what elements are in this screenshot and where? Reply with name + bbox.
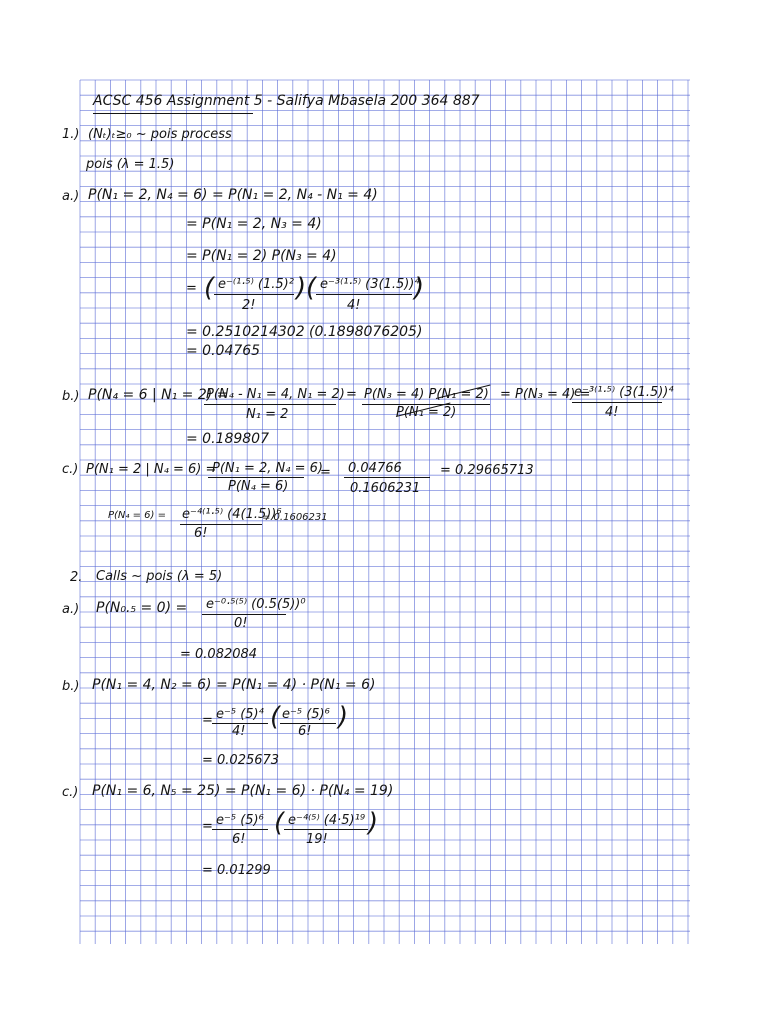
q1c-aux-bar [180,524,262,525]
q1c-equals-2: = [320,465,331,480]
q2b-line1: P(N₁ = 4, N₂ = 6) = P(N₁ = 4) · P(N₁ = 6) [92,677,376,693]
q2c-label: c.) [62,785,79,800]
q1c-aux-numerator: e⁻⁴⁽¹·⁵⁾ (4(1.5))⁶ [182,507,282,522]
q1c-aux-denominator: 6! [194,526,208,541]
q2c-frac1-bar [212,829,268,830]
q1c-frac1-bar [208,477,304,478]
q2b-paren-open: ( [270,702,281,732]
q2b-result: = 0.025673 [202,753,280,768]
q1a-left-paren-open: ( [204,273,215,303]
q2a-label: a.) [62,602,80,617]
q1a-line3: = P(N₁ = 2) P(N₃ = 4) [186,248,337,264]
q2c-paren-open: ( [274,808,285,838]
q1c-frac2-denominator: 0.1606231 [350,481,421,496]
q1a-frac1-bar [214,294,294,295]
q1b-label: b.) [62,389,80,404]
q1b-frac2-denominator: P(N₁ = 2) [396,405,457,420]
q1a-frac2-denominator: 4! [347,298,361,313]
q2c-frac1-denominator: 6! [232,832,246,847]
q1a-frac1-denominator: 2! [242,298,256,313]
q2b-frac2-numerator: e⁻⁵ (5)⁶ [282,707,330,722]
q1b-frac1-numerator: P(N₄ - N₁ = 4, N₁ = 2) [206,387,345,402]
q1a-frac1-numerator: e⁻⁽¹·⁵⁾ (1.5)² [218,277,294,292]
q2b-label: b.) [62,679,80,694]
q2a-numerator: e⁻⁰·⁵⁽⁵⁾ (0.5(5))⁰ [206,597,306,612]
q1a-line2: = P(N₁ = 2, N₃ = 4) [186,216,322,232]
q2b-frac1-denominator: 4! [232,724,246,739]
q1a-frac2-numerator: e⁻³⁽¹·⁵⁾ (3(1.5))⁴ [320,277,420,292]
q1-number: 1.) [62,127,80,142]
q1c-result: = 0.29665713 [440,463,534,478]
q2c-frac2-numerator: e⁻⁴⁽⁵⁾ (4·5)¹⁹ [288,813,366,828]
q1c-label: c.) [62,462,79,477]
q2a-result: = 0.082084 [180,647,258,662]
q1b-frac2-numerator: P(N₃ = 4) P(N₁ = 2) [364,387,489,402]
q1a-label: a.) [62,189,80,204]
q2-heading: Calls ~ pois (λ = 5) [96,569,223,584]
q1c-lhs: P(N₁ = 2 | N₄ = 6) = [86,462,217,477]
q2c-paren-close: ) [368,808,379,838]
q1c-aux-lhs: P(N₄ = 6) = [108,510,166,521]
q2b-frac2-denominator: 6! [298,724,312,739]
q2c-frac1-numerator: e⁻⁵ (5)⁶ [216,813,264,828]
q1a-result: = 0.04765 [186,343,261,359]
q1b-result: = 0.189807 [186,431,269,447]
q2-number: 2. [70,570,83,585]
title-underline [93,113,253,114]
q2c-result: = 0.01299 [202,863,271,878]
q2b-paren-close: ) [338,702,349,732]
q2a-lhs: P(N₀.₅ = 0) = [96,600,188,616]
q1a-line1: P(N₁ = 2, N₄ = 6) = P(N₁ = 2, N₄ - N₁ = 4) [88,187,378,203]
q1-rate: pois (λ = 1.5) [86,157,175,172]
q1b-frac3-denominator: 4! [605,405,619,420]
q1c-frac2-bar [344,477,430,478]
q1b-frac1-bar [204,404,336,405]
q2b-frac1-numerator: e⁻⁵ (5)⁴ [216,707,264,722]
page-title: ACSC 456 Assignment 5 - Salifya Mbasela 200 364 887 [93,93,480,109]
q1c-frac2-numerator: 0.04766 [348,461,402,476]
q1a-right-paren-close: ) [414,273,425,303]
q2a-denominator: 0! [234,616,248,631]
q1b-equals-2: = [346,387,357,402]
q1a-right-paren-open: ( [306,273,317,303]
q1b-lhs: P(N₄ = 6 | N₁ = 2) = [88,387,229,403]
q1b-frac1-denominator: N₁ = 2 [246,407,289,422]
q1a-frac2-bar [316,294,412,295]
q1c-aux-result: = 0.1606231 [262,512,328,523]
q1-process: (Nₜ)ₜ≥₀ ~ pois process [88,127,232,142]
q1b-equals-3: = P(N₃ = 4) = [500,387,591,402]
q1a-line5: = 0.2510214302 (0.1898076205) [186,324,423,340]
q1b-frac3-numerator: e⁻³⁽¹·⁵⁾ (3(1.5))⁴ [574,385,674,400]
q2a-fraction-bar [202,614,286,615]
q2b-equals: = [202,713,213,728]
q2c-frac2-bar [284,829,368,830]
q2c-equals: = [202,819,213,834]
q2c-frac2-denominator: 19! [306,832,328,847]
q1a-left-paren-close: ) [296,273,307,303]
q1c-frac1-numerator: P(N₁ = 2, N₄ = 6) [212,461,323,476]
q1c-frac1-denominator: P(N₄ = 6) [228,479,289,494]
q1b-frac3-bar [572,402,662,403]
q1a-line4-equals: = [186,281,197,296]
q2c-line1: P(N₁ = 6, N₅ = 25) = P(N₁ = 6) · P(N₄ = 19) [92,783,394,799]
